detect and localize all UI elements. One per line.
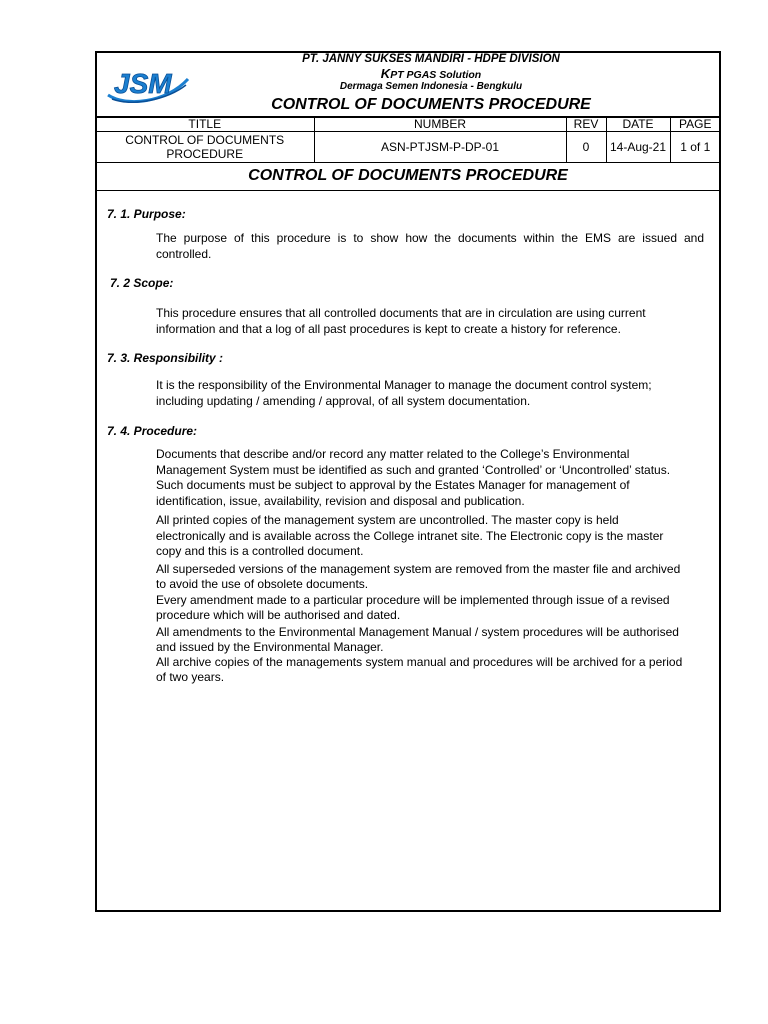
responsibility-heading: 7. 3. Responsibility : [107,351,224,365]
section-title: CONTROL OF DOCUMENTS PROCEDURE [96,162,720,191]
jsm-logo-icon [106,63,190,103]
procedure-paragraph-2 [156,513,704,560]
document-header [96,52,720,118]
text-line: Such documents must be subject to approval by the Estates Manager for management of [156,478,630,492]
procedure-heading: 7. 4. Procedure: [107,424,198,438]
company-location: Dermaga Semen Indonesia - Bengkulu [339,81,523,92]
procedure-paragraph-1 [156,447,704,509]
purpose-heading: 7. 1. Purpose: [107,207,186,221]
svg-text:JSM: JSM [114,68,172,99]
responsibility-text [156,378,704,409]
text-line: All superseded versions of the management system are removed from the master file and archived [156,562,681,576]
rev-value: 0 [566,132,606,163]
text-line: including updating / amending / approval, of all system documentation. [156,393,531,408]
scope-heading: 7. 2 Scope: [110,276,174,290]
purpose-text [156,231,704,262]
company-subtitle [246,68,616,81]
text-line: of two years. [156,669,225,684]
document-frame [95,51,721,912]
text-line: Management System must be identified as such and granted ‘Controlled’ or ‘Uncontrolled’ status. [156,462,671,477]
scope-text [156,306,704,337]
text-line: All archive copies of the managements system manual and procedures will be archived for a period [156,655,683,669]
title-value-line2: PROCEDURE [166,147,244,161]
text-line: procedure which will be authorised and dated. [156,607,401,622]
text-line: controlled. [156,246,212,261]
text-line: copy and this is a controlled document. [156,544,364,558]
text-line: This procedure ensures that all controlled documents that are in circulation are using current [156,306,646,320]
text-line: It is the responsibility of the Environmental Manager to manage the document control system; [156,378,652,392]
title-header: TITLE [96,117,314,132]
page-value: 1 of 1 [670,132,720,163]
procedure-paragraph-4 [156,593,704,622]
title-value [96,132,314,163]
procedure-paragraph-6 [156,655,704,684]
company-name: PT. JANNY SUKSES MANDIRI - HDPE DIVISION [302,53,560,65]
number-header: NUMBER [314,117,566,132]
text-line: electronically and is available across the College intranet site. The Electronic copy is the master [156,528,664,543]
subtitle-initial: K [380,66,391,81]
text-line: All amendments to the Environmental Management Manual / system procedures will be authorised [156,625,679,639]
procedure-paragraph-5 [156,625,704,654]
document-title: CONTROL OF DOCUMENTS PROCEDURE [271,96,591,113]
date-header: DATE [606,117,670,132]
subtitle-rest: PT PGAS Solution [390,69,482,81]
number-value: ASN-PTJSM-P-DP-01 [314,132,566,163]
company-logo [106,63,190,103]
title-value-line1: CONTROL OF DOCUMENTS [125,133,285,147]
date-value: 14-Aug-21 [606,132,670,163]
procedure-paragraph-3 [156,562,704,591]
info-header-row [96,117,720,132]
text-line: to avoid the use of obsolete documents. [156,576,369,591]
text-line: The purpose of this procedure is to show how the documents within the EMS are issued and [156,231,704,245]
text-line: All printed copies of the management system are uncontrolled. The master copy is held [156,513,619,527]
text-line: and issued by the Environmental Manager. [156,639,384,654]
text-line: information and that a log of all past procedures is kept to create a history for reference. [156,321,621,336]
info-value-row [96,132,720,163]
text-line: Every amendment made to a particular procedure will be implemented through issue of a revised [156,593,670,607]
document-info-table [96,116,720,163]
page-header: PAGE [670,117,720,132]
rev-header: REV [566,117,606,132]
text-line: Documents that describe and/or record any matter related to the College’s Environmental [156,447,630,461]
text-line: identification, issue, availability, revision and disposal and publication. [156,493,525,508]
